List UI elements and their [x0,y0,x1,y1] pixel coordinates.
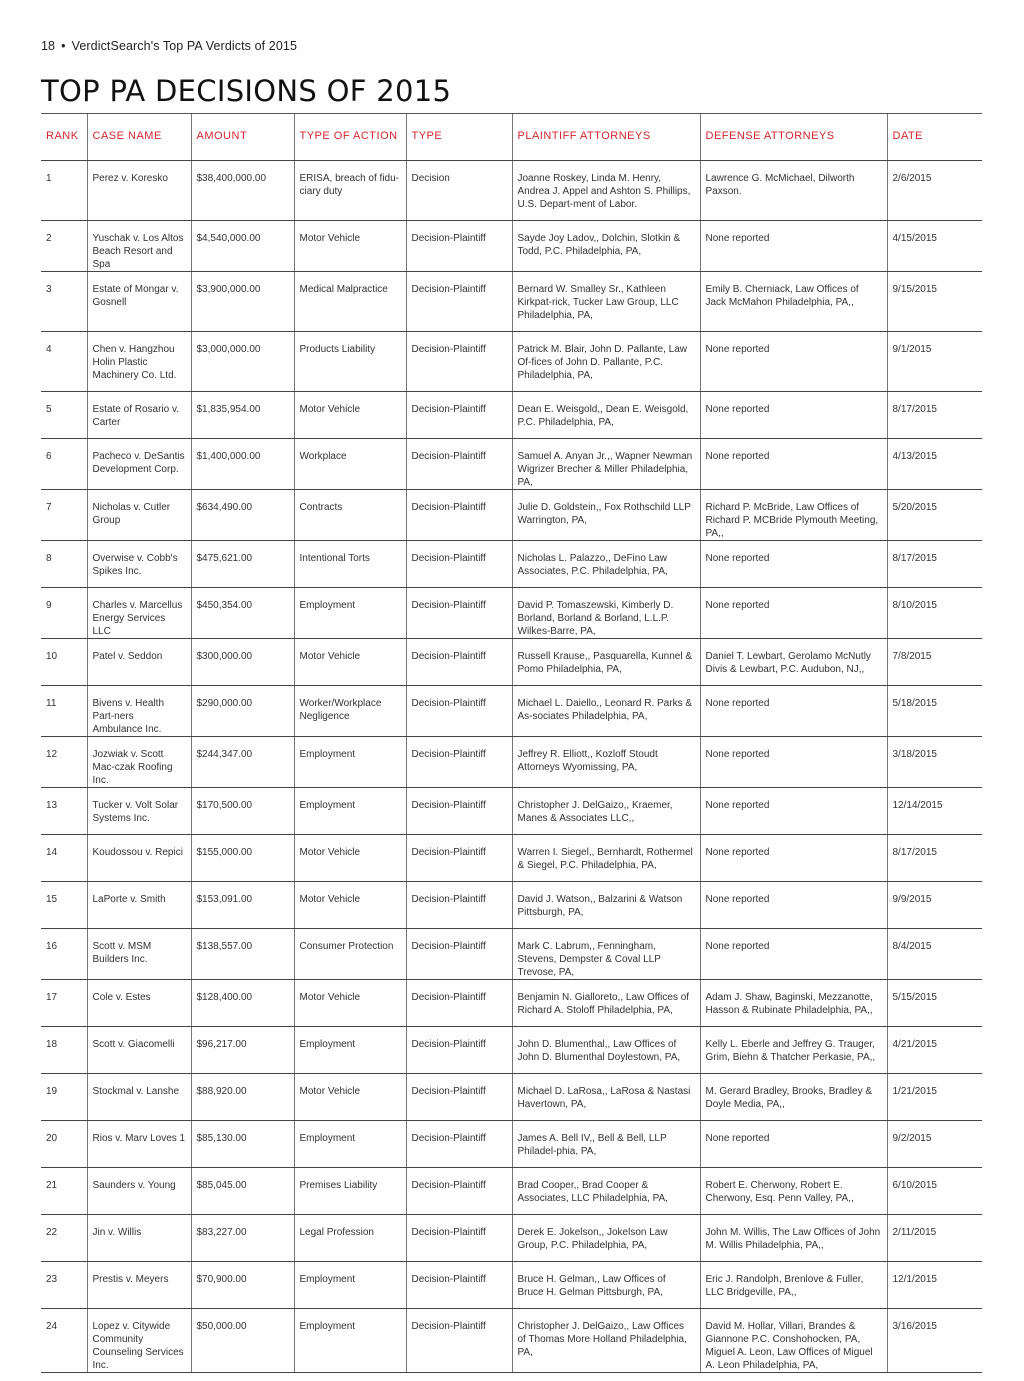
cell-amount: $3,900,000.00 [191,271,294,331]
cell-plaintiff-attorneys: Warren I. Siegel,, Bernhardt, Rothermel & Siegel, P.C. Philadelphia, PA, [512,834,700,881]
cell-date: 3/18/2015 [887,736,982,787]
cell-amount: $70,900.00 [191,1261,294,1308]
cell-type-of-action: Employment [294,1026,406,1073]
table-row [41,1073,982,1120]
cell-date: 4/21/2015 [887,1026,982,1073]
cell-amount: $96,217.00 [191,1026,294,1073]
cell-amount: $475,621.00 [191,540,294,587]
cell-type: Decision-Plaintiff [406,979,512,1026]
cell-defense-attorneys: Kelly L. Eberle and Jeffrey G. Trauger, Grim, Biehn & Thatcher Perkasie, PA,, [700,1026,887,1073]
decisions-table-container [41,113,982,1373]
cell-type-of-action: Products Liability [294,331,406,391]
cell-type-of-action: ERISA, breach of fidu-ciary duty [294,160,406,220]
cell-type-of-action: Motor Vehicle [294,881,406,928]
cell-type: Decision-Plaintiff [406,1026,512,1073]
cell-type-of-action: Employment [294,736,406,787]
cell-case-name: Yuschak v. Los Altos Beach Resort and Spa [87,220,191,271]
cell-type-of-action: Motor Vehicle [294,1073,406,1120]
cell-type-of-action: Employment [294,1120,406,1167]
cell-type: Decision-Plaintiff [406,1120,512,1167]
cell-defense-attorneys: None reported [700,220,887,271]
cell-rank: 4 [41,331,87,391]
cell-case-name: Chen v. Hangzhou Holin Plastic Machinery Co. Ltd. [87,331,191,391]
cell-plaintiff-attorneys: Christopher J. DelGaizo,, Law Offices of Thomas More Holland Philadelphia, PA, [512,1308,700,1372]
cell-type-of-action: Employment [294,587,406,638]
cell-rank: 24 [41,1308,87,1372]
cell-amount: $85,045.00 [191,1167,294,1214]
cell-case-name: Patel v. Seddon [87,638,191,685]
column-header-type: TYPE [406,114,512,160]
table-row [41,220,982,271]
cell-type-of-action: Motor Vehicle [294,834,406,881]
cell-rank: 13 [41,787,87,834]
cell-case-name: Scott v. MSM Builders Inc. [87,928,191,979]
cell-case-name: Estate of Rosario v. Carter [87,391,191,438]
cell-defense-attorneys: None reported [700,540,887,587]
cell-rank: 1 [41,160,87,220]
table-row [41,685,982,736]
cell-type-of-action: Motor Vehicle [294,979,406,1026]
cell-rank: 9 [41,587,87,638]
cell-amount: $300,000.00 [191,638,294,685]
cell-type-of-action: Motor Vehicle [294,220,406,271]
cell-defense-attorneys: None reported [700,331,887,391]
cell-amount: $244,347.00 [191,736,294,787]
cell-case-name: Lopez v. Citywide Community Counseling Services Inc. [87,1308,191,1372]
cell-amount: $128,400.00 [191,979,294,1026]
cell-case-name: Koudossou v. Repici [87,834,191,881]
cell-date: 4/13/2015 [887,438,982,489]
table-row [41,391,982,438]
cell-defense-attorneys: None reported [700,928,887,979]
cell-type: Decision-Plaintiff [406,540,512,587]
cell-plaintiff-attorneys: Joanne Roskey, Linda M. Henry, Andrea J. Appel and Ashton S. Phillips, U.S. Depart-ment of Labor. [512,160,700,220]
cell-date: 3/16/2015 [887,1308,982,1372]
table-row [41,979,982,1026]
cell-type: Decision-Plaintiff [406,834,512,881]
cell-defense-attorneys: Robert E. Cherwony, Robert E. Cherwony, Esq. Penn Valley, PA,, [700,1167,887,1214]
decisions-table [41,114,982,1373]
cell-type-of-action: Motor Vehicle [294,391,406,438]
cell-defense-attorneys: None reported [700,1120,887,1167]
cell-defense-attorneys: David M. Hollar, Villari, Brandes & Giannone P.C. Conshohocken, PA, Miguel A. Leon, Law Offices of Miguel A. Leon Philadelphia, PA, [700,1308,887,1372]
cell-case-name: Estate of Mongar v. Gosnell [87,271,191,331]
cell-amount: $38,400,000.00 [191,160,294,220]
cell-amount: $153,091.00 [191,881,294,928]
cell-amount: $290,000.00 [191,685,294,736]
table-row [41,928,982,979]
cell-type: Decision-Plaintiff [406,331,512,391]
cell-type: Decision-Plaintiff [406,638,512,685]
cell-date: 8/17/2015 [887,540,982,587]
cell-type: Decision-Plaintiff [406,1214,512,1261]
cell-date: 12/1/2015 [887,1261,982,1308]
cell-plaintiff-attorneys: Bernard W. Smalley Sr., Kathleen Kirkpat-rick, Tucker Law Group, LLC Philadelphia, PA, [512,271,700,331]
cell-rank: 18 [41,1026,87,1073]
cell-plaintiff-attorneys: Michael D. LaRosa,, LaRosa & Nastasi Havertown, PA, [512,1073,700,1120]
cell-date: 9/2/2015 [887,1120,982,1167]
cell-case-name: Overwise v. Cobb's Spikes Inc. [87,540,191,587]
cell-defense-attorneys: None reported [700,438,887,489]
column-header-plaintiff-attorneys: PLAINTIFF ATTORNEYS [512,114,700,160]
cell-plaintiff-attorneys: Jeffrey R. Elliott,, Kozloff Stoudt Attorneys Wyomissing, PA, [512,736,700,787]
column-header-case-name: CASE NAME [87,114,191,160]
page-number: 18 [41,39,56,53]
cell-rank: 14 [41,834,87,881]
cell-date: 6/10/2015 [887,1167,982,1214]
cell-date: 8/17/2015 [887,391,982,438]
cell-type: Decision-Plaintiff [406,587,512,638]
cell-type-of-action: Employment [294,1308,406,1372]
cell-plaintiff-attorneys: Derek E. Jokelson,, Jokelson Law Group, P.C. Philadelphia, PA, [512,1214,700,1261]
cell-type-of-action: Intentional Torts [294,540,406,587]
cell-type: Decision-Plaintiff [406,489,512,540]
table-row [41,1120,982,1167]
cell-plaintiff-attorneys: Dean E. Weisgold,, Dean E. Weisgold, P.C. Philadelphia, PA, [512,391,700,438]
cell-date: 8/4/2015 [887,928,982,979]
cell-defense-attorneys: M. Gerard Bradley, Brooks, Bradley & Doyle Media, PA,, [700,1073,887,1120]
table-header [41,114,982,160]
column-header-defense-attorneys: DEFENSE ATTORNEYS [700,114,887,160]
cell-rank: 11 [41,685,87,736]
table-row [41,540,982,587]
page-title: TOP PA DECISIONS OF 2015 [41,74,452,108]
column-header-type-of-action: TYPE OF ACTION [294,114,406,160]
cell-date: 8/10/2015 [887,587,982,638]
cell-plaintiff-attorneys: David J. Watson,, Balzarini & Watson Pittsburgh, PA, [512,881,700,928]
cell-plaintiff-attorneys: John D. Blumenthal,, Law Offices of John D. Blumenthal Doylestown, PA, [512,1026,700,1073]
header-row [41,114,982,160]
cell-plaintiff-attorneys: Christopher J. DelGaizo,, Kraemer, Manes & Associates LLC,, [512,787,700,834]
cell-type: Decision-Plaintiff [406,271,512,331]
cell-case-name: Saunders v. Young [87,1167,191,1214]
cell-type: Decision-Plaintiff [406,1308,512,1372]
cell-date: 1/21/2015 [887,1073,982,1120]
cell-case-name: Prestis v. Meyers [87,1261,191,1308]
cell-amount: $1,835,954.00 [191,391,294,438]
cell-case-name: Jin v. Willis [87,1214,191,1261]
cell-rank: 5 [41,391,87,438]
cell-case-name: Rios v. Marv Loves 1 [87,1120,191,1167]
table-row [41,787,982,834]
table-row [41,438,982,489]
cell-amount: $4,540,000.00 [191,220,294,271]
cell-case-name: Charles v. Marcellus Energy Services LLC [87,587,191,638]
cell-date: 8/17/2015 [887,834,982,881]
cell-plaintiff-attorneys: David P. Tomaszewski, Kimberly D. Borland, Borland & Borland, L.L.P. Wilkes-Barre, PA, [512,587,700,638]
cell-defense-attorneys: Eric J. Randolph, Brenlove & Fuller, LLC Bridgeville, PA,, [700,1261,887,1308]
cell-plaintiff-attorneys: Bruce H. Gelman,, Law Offices of Bruce H. Gelman Pittsburgh, PA, [512,1261,700,1308]
cell-type: Decision-Plaintiff [406,685,512,736]
table-row [41,638,982,685]
table-row [41,1026,982,1073]
cell-plaintiff-attorneys: Russell Krause,, Pasquarella, Kunnel & Pomo Philadelphia, PA, [512,638,700,685]
cell-type: Decision-Plaintiff [406,220,512,271]
cell-type: Decision [406,160,512,220]
cell-date: 7/8/2015 [887,638,982,685]
cell-type: Decision-Plaintiff [406,881,512,928]
cell-amount: $1,400,000.00 [191,438,294,489]
cell-plaintiff-attorneys: James A. Bell IV,, Bell & Bell, LLP Philadel-phia, PA, [512,1120,700,1167]
cell-rank: 6 [41,438,87,489]
cell-rank: 22 [41,1214,87,1261]
cell-date: 2/11/2015 [887,1214,982,1261]
cell-type: Decision-Plaintiff [406,787,512,834]
cell-type-of-action: Legal Profession [294,1214,406,1261]
table-row [41,587,982,638]
cell-plaintiff-attorneys: Michael L. Daiello,, Leonard R. Parks & As-sociates Philadelphia, PA, [512,685,700,736]
cell-rank: 15 [41,881,87,928]
column-header-date: DATE [887,114,982,160]
cell-rank: 3 [41,271,87,331]
cell-defense-attorneys: Lawrence G. McMichael, Dilworth Paxson. [700,160,887,220]
cell-rank: 17 [41,979,87,1026]
cell-date: 12/14/2015 [887,787,982,834]
cell-rank: 20 [41,1120,87,1167]
table-row [41,834,982,881]
cell-plaintiff-attorneys: Mark C. Labrum,, Fenningham, Stevens, Dempster & Coval LLP Trevose, PA, [512,928,700,979]
cell-date: 5/20/2015 [887,489,982,540]
cell-amount: $170,500.00 [191,787,294,834]
cell-date: 9/9/2015 [887,881,982,928]
cell-defense-attorneys: None reported [700,736,887,787]
cell-type: Decision-Plaintiff [406,928,512,979]
cell-type-of-action: Employment [294,1261,406,1308]
cell-plaintiff-attorneys: Brad Cooper,, Brad Cooper & Associates, LLC Philadelphia, PA, [512,1167,700,1214]
cell-date: 2/6/2015 [887,160,982,220]
table-row [41,331,982,391]
cell-case-name: Scott v. Giacomelli [87,1026,191,1073]
cell-plaintiff-attorneys: Sayde Joy Ladov,, Dolchin, Slotkin & Todd, P.C. Philadelphia, PA, [512,220,700,271]
cell-type: Decision-Plaintiff [406,1167,512,1214]
cell-case-name: Nicholas v. Cutler Group [87,489,191,540]
cell-rank: 19 [41,1073,87,1120]
cell-defense-attorneys: None reported [700,787,887,834]
cell-type: Decision-Plaintiff [406,438,512,489]
cell-amount: $138,557.00 [191,928,294,979]
cell-rank: 10 [41,638,87,685]
cell-plaintiff-attorneys: Benjamin N. Gialloreto,, Law Offices of Richard A. Stoloff Philadelphia, PA, [512,979,700,1026]
cell-defense-attorneys: None reported [700,391,887,438]
cell-amount: $50,000.00 [191,1308,294,1372]
cell-amount: $83,227.00 [191,1214,294,1261]
cell-case-name: Cole v. Estes [87,979,191,1026]
cell-plaintiff-attorneys: Julie D. Goldstein,, Fox Rothschild LLP Warrington, PA, [512,489,700,540]
cell-type-of-action: Motor Vehicle [294,638,406,685]
cell-case-name: Stockmal v. Lanshe [87,1073,191,1120]
table-body [41,160,982,1372]
cell-amount: $634,490.00 [191,489,294,540]
cell-defense-attorneys: None reported [700,881,887,928]
cell-rank: 7 [41,489,87,540]
cell-type-of-action: Consumer Protection [294,928,406,979]
cell-defense-attorneys: Adam J. Shaw, Baginski, Mezzanotte, Hasson & Rubinate Philadelphia, PA,, [700,979,887,1026]
cell-defense-attorneys: None reported [700,685,887,736]
cell-date: 4/15/2015 [887,220,982,271]
cell-rank: 8 [41,540,87,587]
cell-type: Decision-Plaintiff [406,1261,512,1308]
cell-case-name: Pacheco v. DeSantis Development Corp. [87,438,191,489]
cell-type: Decision-Plaintiff [406,391,512,438]
cell-plaintiff-attorneys: Patrick M. Blair, John D. Pallante, Law Of-fices of John D. Pallante, P.C. Philadelphia, PA, [512,331,700,391]
cell-type-of-action: Medical Malpractice [294,271,406,331]
cell-amount: $155,000.00 [191,834,294,881]
table-row [41,1261,982,1308]
cell-amount: $88,920.00 [191,1073,294,1120]
cell-date: 9/15/2015 [887,271,982,331]
cell-plaintiff-attorneys: Samuel A. Anyan Jr.,, Wapner Newman Wigrizer Brecher & Miller Philadelphia, PA, [512,438,700,489]
cell-amount: $3,000,000.00 [191,331,294,391]
cell-date: 5/18/2015 [887,685,982,736]
cell-defense-attorneys: Daniel T. Lewbart, Gerolamo McNutly Divis & Lewbart, P.C. Audubon, NJ,, [700,638,887,685]
column-header-amount: AMOUNT [191,114,294,160]
cell-amount: $85,130.00 [191,1120,294,1167]
cell-defense-attorneys: None reported [700,587,887,638]
cell-rank: 21 [41,1167,87,1214]
cell-rank: 2 [41,220,87,271]
cell-case-name: Jozwiak v. Scott Mac-czak Roofing Inc. [87,736,191,787]
cell-case-name: Perez v. Koresko [87,160,191,220]
cell-rank: 16 [41,928,87,979]
cell-defense-attorneys: Richard P. McBride, Law Offices of Richard P. MCBride Plymouth Meeting, PA,, [700,489,887,540]
cell-type: Decision-Plaintiff [406,736,512,787]
header-separator: • [61,39,66,53]
cell-case-name: Bivens v. Health Part-ners Ambulance Inc. [87,685,191,736]
cell-type: Decision-Plaintiff [406,1073,512,1120]
cell-type-of-action: Workplace [294,438,406,489]
table-row [41,881,982,928]
cell-defense-attorneys: None reported [700,834,887,881]
table-row [41,1167,982,1214]
cell-type-of-action: Employment [294,787,406,834]
table-row [41,1214,982,1261]
cell-amount: $450,354.00 [191,587,294,638]
cell-type-of-action: Contracts [294,489,406,540]
table-row [41,736,982,787]
cell-type-of-action: Worker/Workplace Negligence [294,685,406,736]
cell-type-of-action: Premises Liability [294,1167,406,1214]
table-row [41,160,982,220]
publication-title: VerdictSearch's Top PA Verdicts of 2015 [71,39,297,53]
table-row [41,271,982,331]
running-header [41,39,297,53]
cell-rank: 23 [41,1261,87,1308]
cell-date: 9/1/2015 [887,331,982,391]
table-row [41,489,982,540]
cell-case-name: Tucker v. Volt Solar Systems Inc. [87,787,191,834]
cell-case-name: LaPorte v. Smith [87,881,191,928]
column-header-rank: RANK [41,114,87,160]
cell-rank: 12 [41,736,87,787]
cell-plaintiff-attorneys: Nicholas L. Palazzo,, DeFino Law Associates, P.C. Philadelphia, PA, [512,540,700,587]
cell-defense-attorneys: John M. Willis, The Law Offices of John M. Willis Philadelphia, PA,, [700,1214,887,1261]
cell-defense-attorneys: Emily B. Cherniack, Law Offices of Jack McMahon Philadelphia, PA,, [700,271,887,331]
cell-date: 5/15/2015 [887,979,982,1026]
table-row [41,1308,982,1372]
